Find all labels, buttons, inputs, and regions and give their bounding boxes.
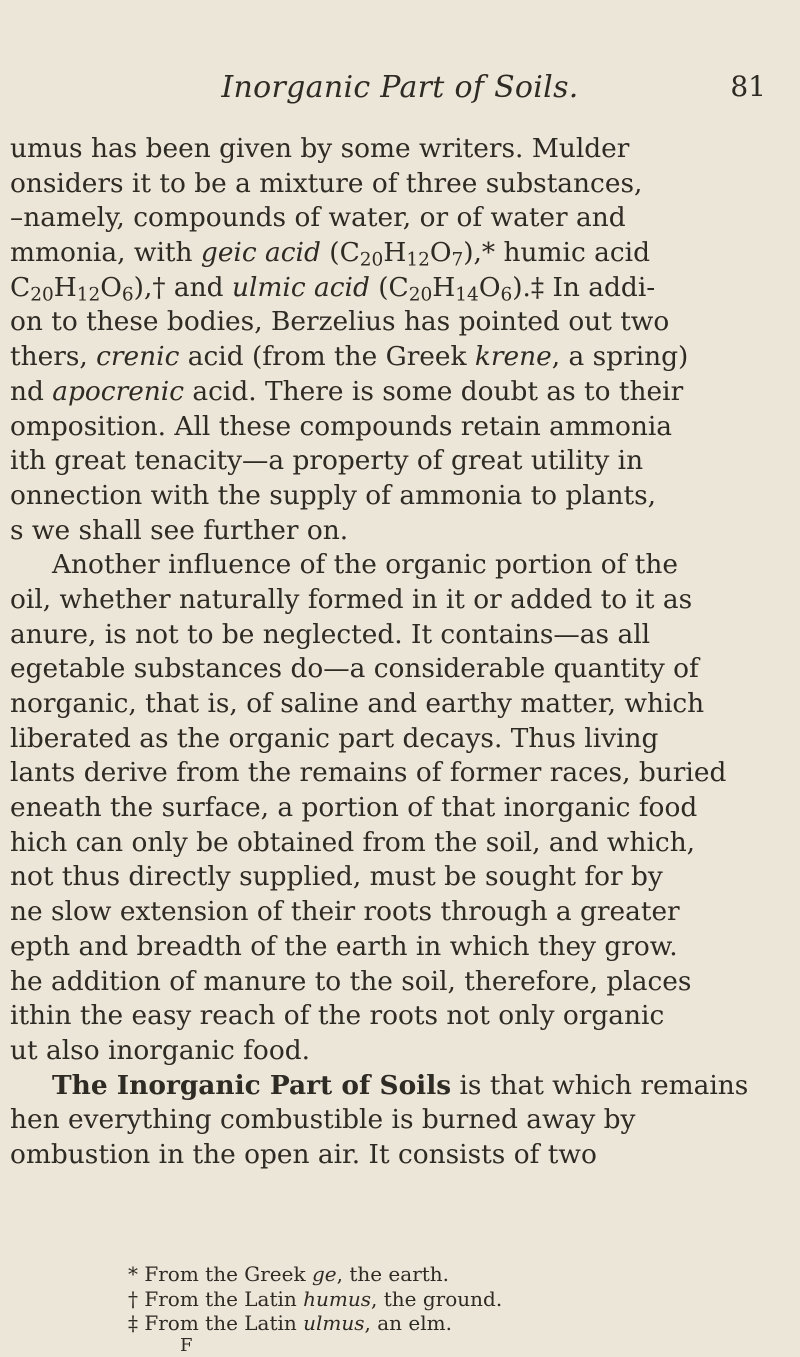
text-line: –namely, compounds of water, or of water and: [10, 202, 626, 234]
text-line: he addition of manure to the soil, therefore, places: [10, 965, 692, 997]
signature-mark: F: [180, 1335, 193, 1356]
text-line: ith great tenacity—a property of great utility in: [10, 445, 644, 477]
text-line: mmonia, with geic acid $(C_{20}H_{12}O_7),*$ humic acid: [10, 237, 650, 271]
text-line: anure, is not to be neglected. It contains—as all: [10, 618, 651, 650]
page-header: [0, 70, 800, 110]
text-line: not thus directly supplied, must be sought for by: [10, 861, 663, 893]
footnote: * From the Greek ge, the earth.: [128, 1262, 450, 1286]
text-line: thers, crenic acid (from the Greek krene, a spring): [10, 341, 689, 373]
running-title: Inorganic Part of Soils.: [221, 70, 579, 105]
page-number: 81: [730, 70, 766, 103]
text-line: umus has been given by some writers. Mulder: [10, 133, 630, 164]
text-line: The Inorganic Part of Soils is that which remains: [52, 1069, 749, 1101]
text-line: ut also inorganic food.: [10, 1034, 310, 1066]
footnotes: [0, 1262, 800, 1336]
text-line: ombustion in the open air. It consists of two: [10, 1138, 597, 1170]
body-text: [0, 132, 790, 1173]
text-line: lants derive from the remains of former races, buried: [10, 757, 727, 789]
text-line: hich can only be obtained from the soil, and which,: [10, 826, 696, 858]
text-line: on to these bodies, Berzelius has pointed out two: [10, 306, 670, 338]
text-line: onsiders it to be a mixture of three substances,: [10, 167, 643, 199]
text-line: s we shall see further on.: [10, 514, 349, 546]
text-line: nd apocrenic acid. There is some doubt as to their: [10, 375, 684, 407]
text-line: egetable substances do—a considerable quantity of: [10, 653, 699, 685]
footnote: † From the Latin humus, the ground.: [128, 1286, 503, 1311]
text-line: hen everything combustible is burned away by: [10, 1104, 636, 1136]
text-line: $C_{20}H_{12}O_6),\dagger$ and ulmic acid $(C_{20}H_{14}O_6).\ddagger$ In addi-: [10, 271, 656, 306]
text-line: ne slow extension of their roots through a greater: [10, 896, 680, 928]
text-line: epth and breadth of the earth in which they grow.: [10, 930, 678, 962]
text-line: norganic, that is, of saline and earthy matter, which: [10, 688, 705, 719]
text-line: oil, whether naturally formed in it or added to it as: [10, 583, 693, 615]
text-line: omposition. All these compounds retain ammonia: [10, 410, 673, 442]
text-line: onnection with the supply of ammonia to plants,: [10, 479, 657, 511]
text-line: eneath the surface, a portion of that inorganic food: [10, 792, 698, 824]
text-line: ithin the easy reach of the roots not only organic: [10, 1000, 665, 1032]
footnote: ‡ From the Latin ulmus, an elm.: [128, 1311, 452, 1335]
text-line: liberated as the organic part decays. Thus living: [10, 722, 659, 754]
text-line: Another influence of the organic portion of the: [52, 549, 678, 581]
